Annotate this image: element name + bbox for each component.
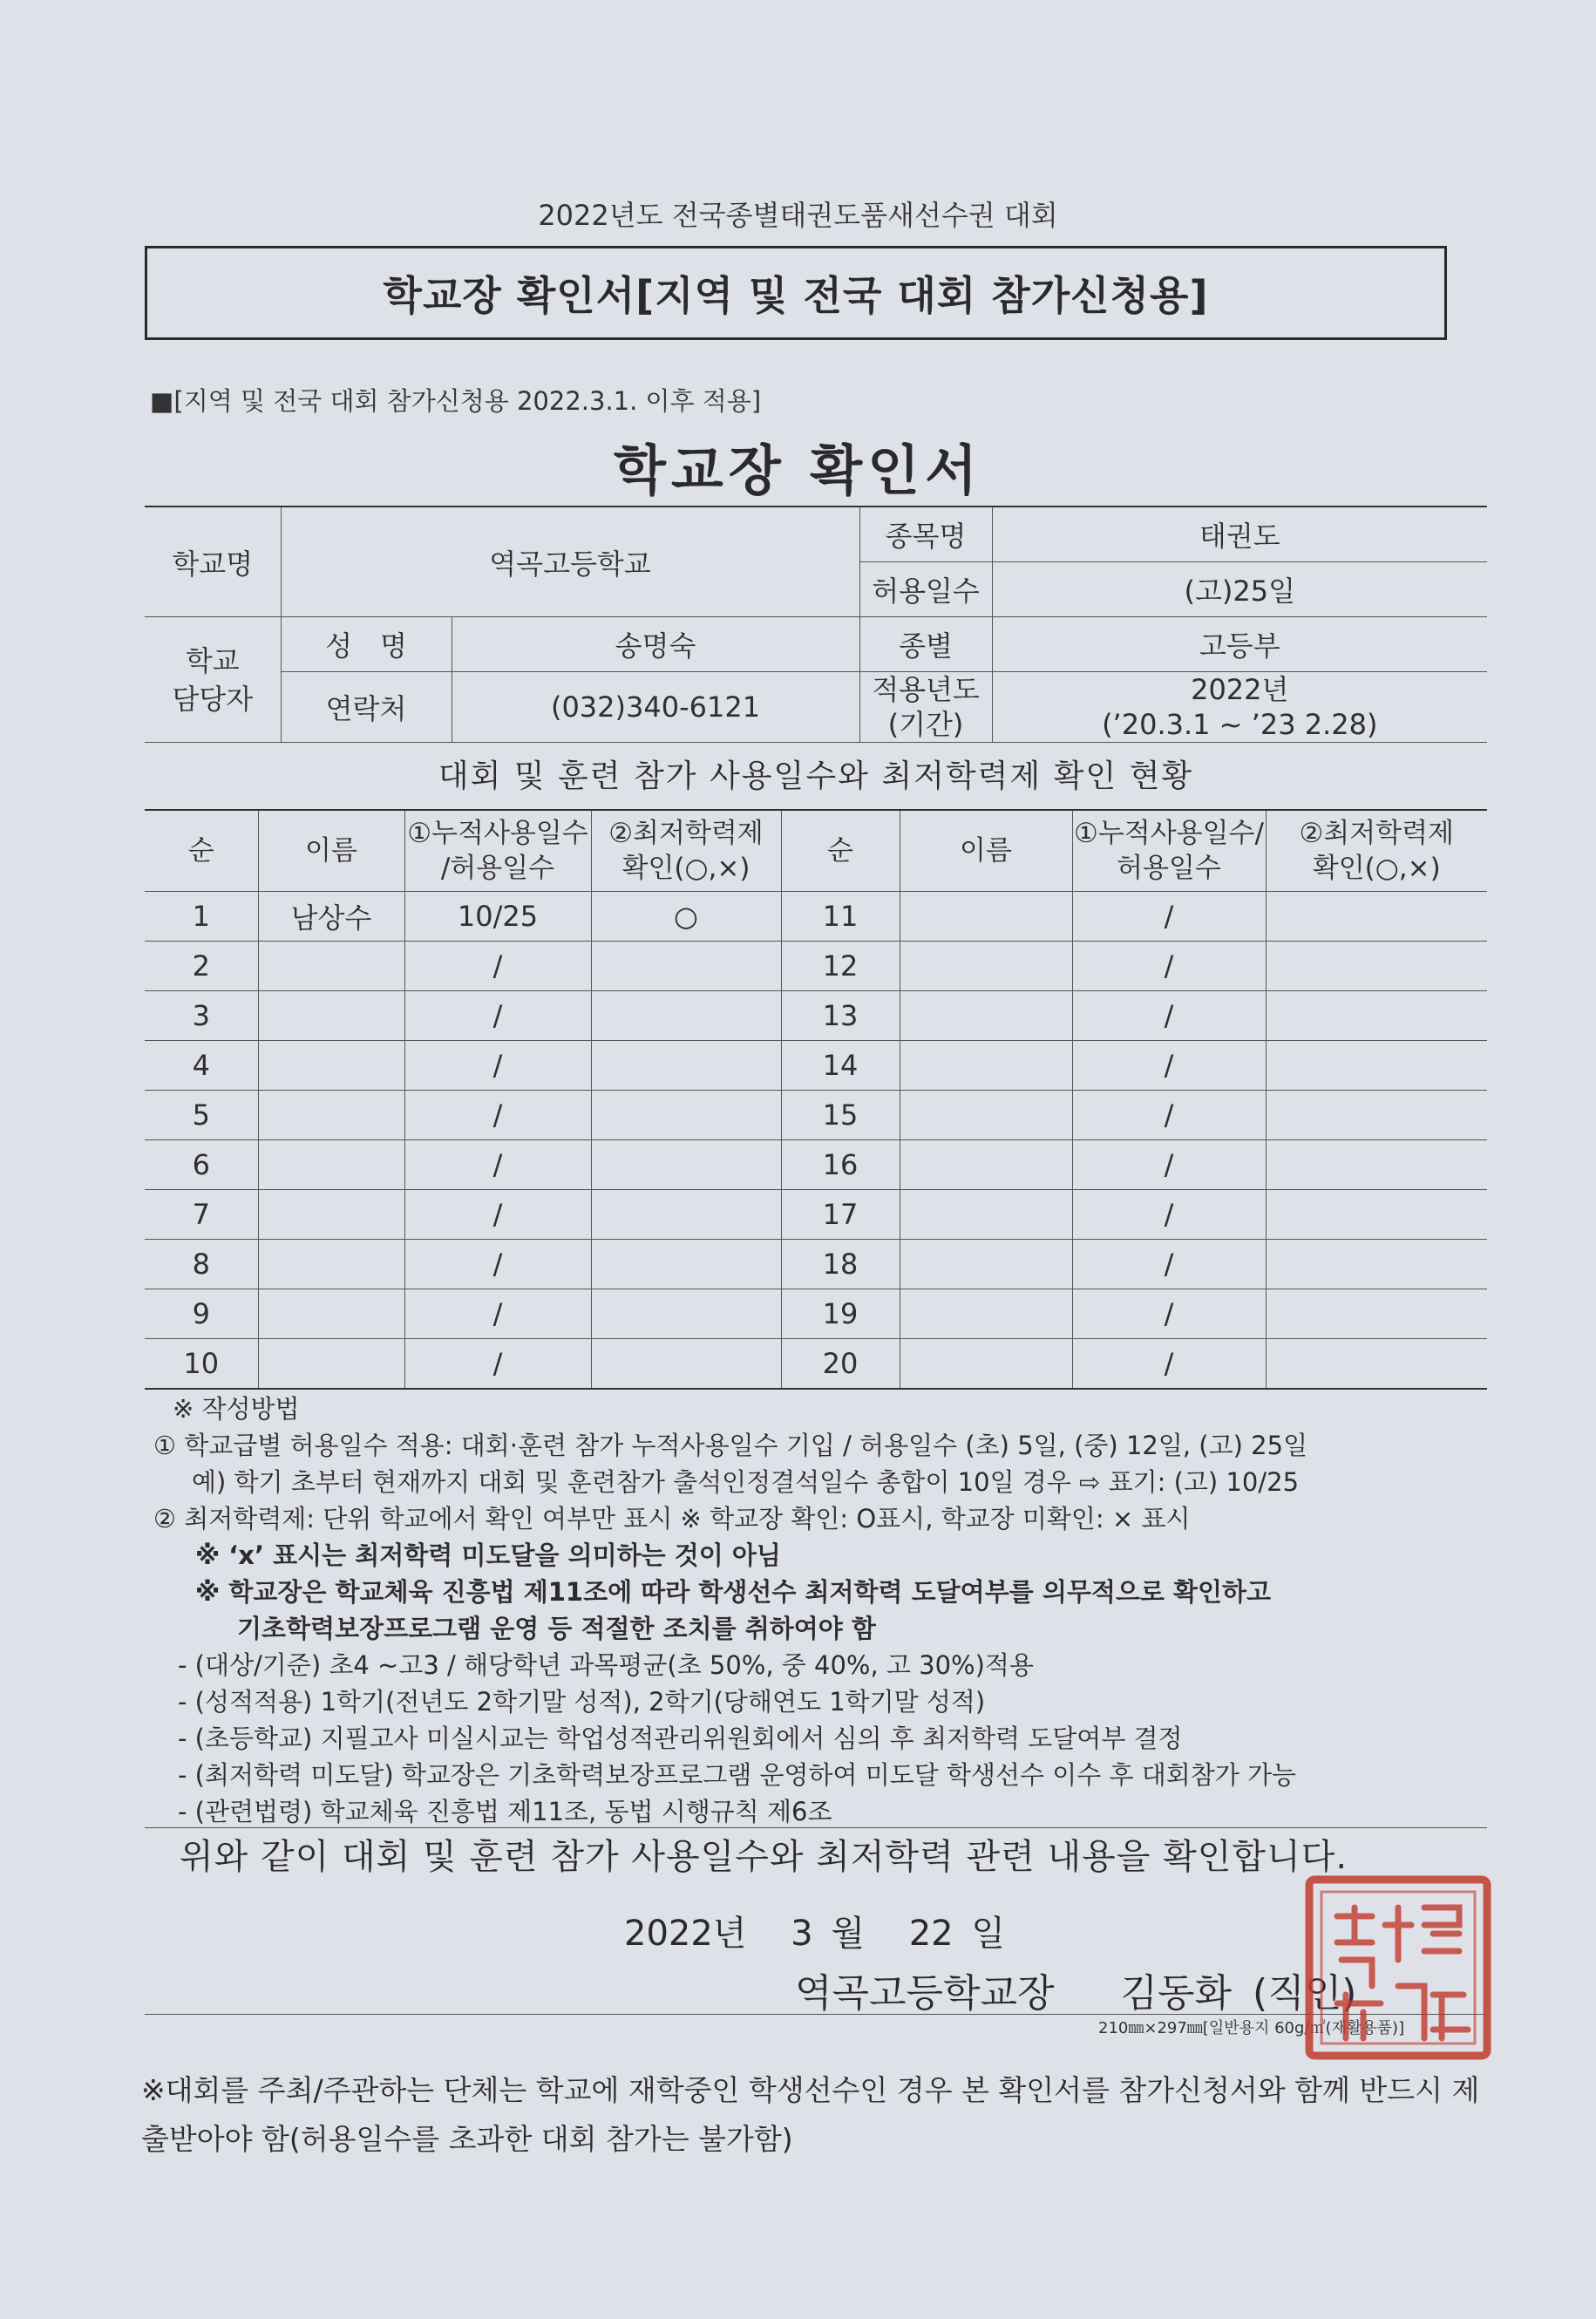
footer-note: ※대회를 주최/주관하는 단체는 학교에 재학중인 학생선수인 경우 본 확인서를 참가신청서와 함께 반드시 제출받아야 함(허용일수를 초과한 대회 참가는 불가함) (141, 2073, 1480, 2156)
table-row (145, 892, 1487, 942)
row-days: / (404, 1041, 591, 1091)
apply-year-label: 적용년도 (기간) (859, 672, 992, 743)
row-days: / (404, 1240, 591, 1289)
row-no: 11 (781, 892, 900, 942)
row-days: / (1072, 1289, 1266, 1339)
instruction-line-4: ※ ‘x’ 표시는 최저학력 미도달을 의미하는 것이 아님 (195, 1540, 781, 1570)
row-days: / (1072, 942, 1266, 991)
contact-label: 연락처 (281, 672, 452, 743)
school-name-value: 역곡고등학교 (281, 507, 859, 617)
row-no: 2 (145, 942, 258, 991)
row-name (258, 1240, 404, 1289)
row-no: 13 (781, 991, 900, 1041)
row-no: 10 (145, 1339, 258, 1390)
row-check (591, 942, 781, 991)
table-row (145, 1339, 1487, 1390)
table-row (145, 991, 1487, 1041)
row-check (1266, 892, 1487, 942)
date-year: 2022년 (624, 1914, 747, 1954)
row-check (1266, 1091, 1487, 1140)
instruction-line-1: ① 학교급별 허용일수 적용: 대회·훈련 참가 누적사용일수 기입 / 허용일수 (초) 5일, (중) 12일, (고) 25일 (153, 1431, 1308, 1460)
row-days: / (1072, 1339, 1266, 1390)
manager-label: 학교 담당자 (145, 617, 281, 743)
date-month: 3 (791, 1914, 813, 1954)
row-name (258, 991, 404, 1041)
row-no: 1 (145, 892, 258, 942)
division-value: 고등부 (992, 617, 1487, 672)
row-check (591, 1041, 781, 1091)
row-name (900, 1190, 1072, 1240)
signer-line (795, 1962, 1356, 2017)
row-name (900, 991, 1072, 1041)
row-no: 9 (145, 1289, 258, 1339)
row-name (900, 942, 1072, 991)
row-no: 5 (145, 1091, 258, 1140)
row-name (900, 1091, 1072, 1140)
table-row (145, 1289, 1487, 1339)
row-days: / (404, 942, 591, 991)
row-days: / (1072, 991, 1266, 1041)
signature-date (624, 1906, 1005, 1955)
row-name (258, 1041, 404, 1091)
date-day: 22 (908, 1914, 954, 1954)
row-name (258, 1190, 404, 1240)
col-check-right: ②최저학력제 확인(○,×) (1266, 810, 1487, 892)
row-days: / (1072, 1041, 1266, 1091)
row-check (591, 991, 781, 1041)
apply-year-cell (992, 672, 1487, 743)
row-days: 10/25 (404, 892, 591, 942)
row-name (900, 1240, 1072, 1289)
col-check-left: ②최저학력제 확인(○,×) (591, 810, 781, 892)
event-title: 2022년도 전국종별태권도품새선수권 대회 (538, 199, 1058, 232)
row-days: / (404, 1140, 591, 1190)
row-check (591, 1339, 781, 1390)
division-label: 종별 (859, 617, 992, 672)
row-check (1266, 1339, 1487, 1390)
row-name (900, 1339, 1072, 1390)
date-day-unit: 일 (971, 1914, 1005, 1954)
apply-year-value: 2022년 (1191, 673, 1289, 706)
row-no: 4 (145, 1041, 258, 1091)
apply-note: ■[지역 및 전국 대회 참가신청용 2022.3.1. 이후 적용] (150, 386, 762, 416)
row-no: 3 (145, 991, 258, 1041)
row-check (1266, 1190, 1487, 1240)
row-no: 14 (781, 1041, 900, 1091)
instruction-line-11: - (관련법령) 학교체육 진흥법 제11조, 동법 시행규칙 제6조 (178, 1797, 832, 1826)
row-name (258, 1091, 404, 1140)
event-label: 종목명 (859, 507, 992, 562)
row-no: 7 (145, 1190, 258, 1240)
row-days: / (404, 991, 591, 1041)
official-seal-stamp (1302, 1873, 1494, 2063)
col-name-right: 이름 (900, 810, 1072, 892)
row-no: 20 (781, 1339, 900, 1390)
contact-value: (032)340-6121 (452, 672, 859, 743)
instruction-line-2: 예) 학기 초부터 현재까지 대회 및 훈련참가 출석인정결석일수 총합이 10일 경우 ⇨ 표기: (고) 10/25 (192, 1467, 1300, 1497)
signer-title: 역곡고등학교장 (795, 1971, 1055, 2016)
seal-placeholder: (직인) (1253, 1971, 1357, 2016)
row-check (1266, 1140, 1487, 1190)
row-check (591, 1091, 781, 1140)
row-name (258, 1289, 404, 1339)
row-check (591, 1289, 781, 1339)
row-check (1266, 1041, 1487, 1091)
event-value: 태권도 (992, 507, 1487, 562)
row-days: / (1072, 1240, 1266, 1289)
divider-bottom (145, 2014, 1487, 2015)
row-days: / (404, 1339, 591, 1390)
row-no: 16 (781, 1140, 900, 1190)
row-name (900, 892, 1072, 942)
manager-name-label: 성 명 (281, 617, 452, 672)
status-header-row (145, 810, 1487, 892)
row-check (591, 1240, 781, 1289)
row-check (1266, 1289, 1487, 1339)
row-check (1266, 942, 1487, 991)
table-row (145, 942, 1487, 991)
allowed-days-value: (고)25일 (992, 562, 1487, 617)
signer-name: 김동화 (1120, 1971, 1233, 2016)
instruction-line-6: 기초학력보장프로그램 운영 등 적절한 조치를 취하여야 함 (237, 1614, 876, 1643)
manager-name-value: 송명숙 (452, 617, 859, 672)
row-days: / (404, 1190, 591, 1240)
row-no: 15 (781, 1091, 900, 1140)
row-check (1266, 1240, 1487, 1289)
table-row (145, 1240, 1487, 1289)
row-check (1266, 991, 1487, 1041)
row-days: / (1072, 1140, 1266, 1190)
instruction-line-8: - (성적적용) 1학기(전년도 2학기말 성적), 2학기(당해연도 1학기말 성적) (178, 1687, 986, 1717)
row-no: 19 (781, 1289, 900, 1339)
document-title: 학교장 확인서[지역 및 전국 대회 참가신청용] (383, 272, 1209, 319)
apply-period-value: (’20.3.1 ~ ’23 2.28) (1102, 708, 1378, 741)
status-table (145, 809, 1487, 1390)
row-name: 남상수 (258, 892, 404, 942)
allowed-days-label: 허용일수 (859, 562, 992, 617)
document-title-box (145, 246, 1447, 340)
row-name (900, 1289, 1072, 1339)
row-name (258, 1339, 404, 1390)
row-no: 18 (781, 1240, 900, 1289)
status-title: 대회 및 훈련 참가 사용일수와 최저학력제 확인 현황 (438, 758, 1194, 794)
form-title: 학교장 확인서 (614, 439, 982, 502)
table-row (145, 1140, 1487, 1190)
row-no: 6 (145, 1140, 258, 1190)
col-no-left: 순 (145, 810, 258, 892)
instruction-line-9: - (초등학교) 지필고사 미실시교는 학업성적관리위원회에서 심의 후 최저학력 도달여부 결정 (178, 1724, 1183, 1753)
row-no: 12 (781, 942, 900, 991)
table-row (145, 1041, 1487, 1091)
col-days-left: ①누적사용일수 /허용일수 (404, 810, 591, 892)
row-days: / (1072, 1091, 1266, 1140)
date-month-unit: 월 (831, 1914, 865, 1954)
col-name-left: 이름 (258, 810, 404, 892)
row-name (900, 1140, 1072, 1190)
table-row (145, 1091, 1487, 1140)
col-no-right: 순 (781, 810, 900, 892)
confirmation-statement: 위와 같이 대회 및 훈련 참가 사용일수와 최저학력 관련 내용을 확인합니다. (180, 1837, 1348, 1877)
seal-characters (1337, 1908, 1468, 2038)
row-days: / (404, 1091, 591, 1140)
instruction-line-10: - (최저학력 미도달) 학교장은 기초학력보장프로그램 운영하여 미도달 학생선수 이수 후 대회참가 가능 (178, 1760, 1297, 1790)
paper-spec: 210㎜×297㎜[일반용지 60g/㎡(재활용품)] (1098, 2019, 1405, 2037)
divider-top (145, 1827, 1487, 1828)
instruction-line-5: ※ 학교장은 학교체육 진흥법 제11조에 따라 학생선수 최저학력 도달여부를 의무적으로 확인하고 (195, 1577, 1272, 1607)
row-check: ○ (591, 892, 781, 942)
table-row (145, 1190, 1487, 1240)
row-name (258, 942, 404, 991)
row-days: / (1072, 1190, 1266, 1240)
row-check (591, 1140, 781, 1190)
col-days-right: ①누적사용일수/ 허용일수 (1072, 810, 1266, 892)
row-name (900, 1041, 1072, 1091)
school-info-table (145, 506, 1487, 743)
school-name-label: 학교명 (145, 507, 281, 617)
row-no: 8 (145, 1240, 258, 1289)
row-no: 17 (781, 1190, 900, 1240)
row-check (591, 1190, 781, 1240)
instructions-heading: ※ 작성방법 (173, 1394, 300, 1424)
instruction-line-3: ② 최저학력제: 단위 학교에서 확인 여부만 표시 ※ 학교장 확인: O표시, 학교장 미확인: × 표시 (153, 1504, 1191, 1534)
row-days: / (1072, 892, 1266, 942)
row-days: / (404, 1289, 591, 1339)
row-name (258, 1140, 404, 1190)
instruction-line-7: - (대상/기준) 초4 ~고3 / 해당학년 과목평균(초 50%, 중 40%, 고 30%)적용 (178, 1650, 1034, 1680)
